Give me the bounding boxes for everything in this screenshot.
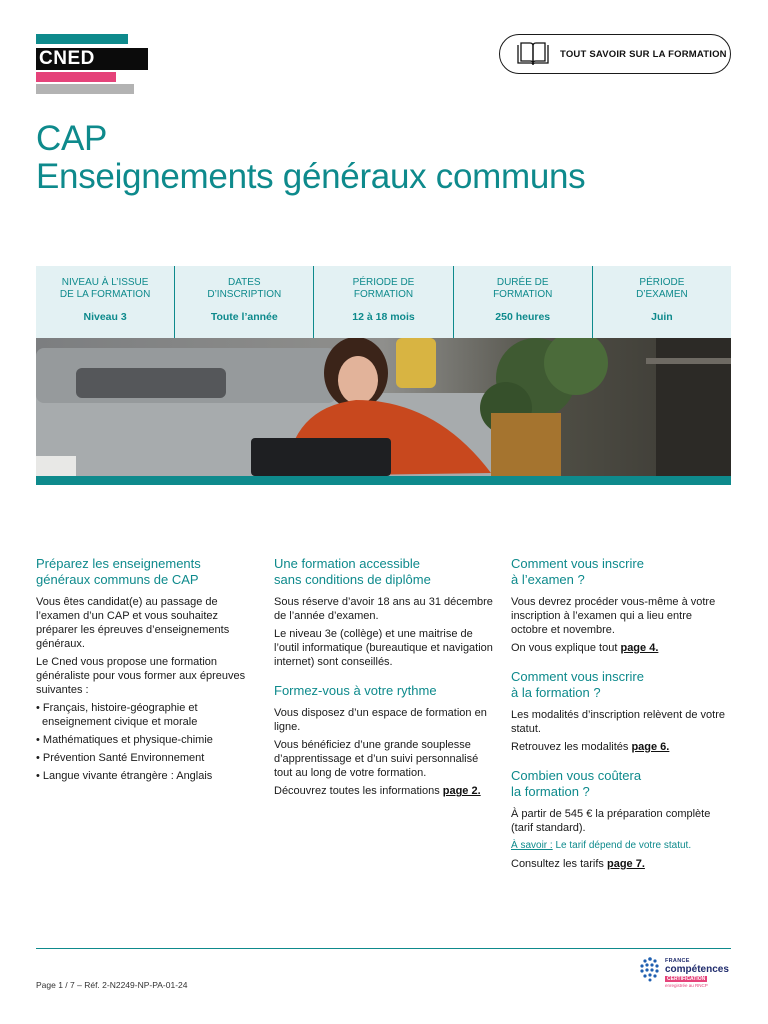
text-paragraph: Vous devrez procéder vous-même à votre inscription à l’examen qui a lieu entre octobre et novembre. xyxy=(511,596,716,636)
logo-text: CNED xyxy=(36,48,148,70)
info-cell-periode-examen xyxy=(593,266,731,338)
fc-subtitle: enregistrée au RNCP xyxy=(665,983,708,988)
info-label: DATES D’INSCRIPTION xyxy=(207,277,282,300)
logo-bar-grey xyxy=(36,84,134,94)
text-paragraph: Le niveau 3e (collège) et une maitrise de l’outil informatique (bureautique et navigation internet) sont conseillés. xyxy=(274,628,493,668)
tarif-note: À savoir : Le tarif dépend de votre statut. xyxy=(511,840,692,851)
heading-prepare: Préparez les enseignements généraux communs de CAP xyxy=(36,556,201,587)
text-paragraph: Vous disposez d’un espace de formation en ligne. xyxy=(274,707,487,733)
text-paragraph: Consultez les tarifs page 7. xyxy=(511,858,645,870)
info-cell-duree xyxy=(454,266,593,338)
fc-title: compétences xyxy=(665,964,729,975)
text-paragraph: Découvrez toutes les informations page 2. xyxy=(274,785,481,797)
list-item: • Mathématiques et physique-chimie xyxy=(36,734,213,746)
info-label: NIVEAU À L’ISSUE DE LA FORMATION xyxy=(59,277,151,300)
france-competences-dots-icon xyxy=(637,956,663,982)
info-cell-periode-formation xyxy=(314,266,453,338)
text-paragraph: Sous réserve d’avoir 18 ans au 31 décembre de l’année d’examen. xyxy=(274,596,493,622)
text-paragraph: On vous explique tout page 4. xyxy=(511,642,659,654)
info-value: Juin xyxy=(651,311,673,323)
france-competences-logo xyxy=(637,954,733,994)
list-item: • Prévention Santé Environnement xyxy=(36,752,205,764)
link-page-2[interactable]: page 2. xyxy=(442,785,481,797)
book-icon xyxy=(516,41,550,67)
text-paragraph: Vous bénéficiez d’une grande souplesse d’apprentissage et d’un suivi personnalisé tout au long de votre formation. xyxy=(274,739,479,779)
info-value: Toute l’année xyxy=(210,311,278,323)
column-prepare xyxy=(36,556,246,787)
list-item: • Français, histoire-géographie et enseignement civique et morale xyxy=(36,702,198,728)
info-label: PÉRIODE DE FORMATION xyxy=(352,277,415,300)
cned-logo xyxy=(36,34,148,96)
page-title xyxy=(36,120,585,196)
formation-info-label: TOUT SAVOIR SUR LA FORMATION xyxy=(560,48,727,60)
section-rythme xyxy=(274,683,496,798)
fc-small-text: FRANCE xyxy=(665,958,690,964)
info-value: 250 heures xyxy=(495,311,551,323)
epreuves-list xyxy=(36,701,246,783)
info-label: DURÉE DE FORMATION xyxy=(493,277,553,300)
link-page-4[interactable]: page 4. xyxy=(620,642,659,654)
hero-photo xyxy=(36,338,731,476)
footer-divider xyxy=(36,948,731,949)
heading-accessible: Une formation accessible sans conditions de diplôme xyxy=(274,556,431,587)
formation-info-button[interactable] xyxy=(499,34,731,74)
title-line-2: Enseignements généraux communs xyxy=(36,157,586,196)
logo-bar-pink xyxy=(36,72,116,82)
info-label: PÉRIODE D’EXAMEN xyxy=(636,277,688,300)
photo-accent-bar xyxy=(36,476,731,485)
column-accessible xyxy=(274,556,496,802)
section-inscription-formation xyxy=(511,669,731,754)
text-paragraph: Les modalités d’inscription relèvent de votre statut. xyxy=(511,709,726,735)
info-band xyxy=(36,266,731,338)
fc-certification: CERTIFICATION xyxy=(667,976,706,982)
heading-rythme: Formez-vous à votre rythme xyxy=(274,683,437,698)
list-item: • Langue vivante étrangère : Anglais xyxy=(36,770,213,782)
text-paragraph: Retrouvez les modalités page 6. xyxy=(511,741,670,753)
link-page-7[interactable]: page 7. xyxy=(607,858,645,870)
column-inscription xyxy=(511,556,731,875)
info-value: 12 à 18 mois xyxy=(352,311,415,323)
heading-inscription-formation: Comment vous inscrire à la formation ? xyxy=(511,669,644,700)
heading-cout: Combien vous coûtera la formation ? xyxy=(511,768,642,799)
logo-bar-teal xyxy=(36,34,128,44)
info-cell-dates xyxy=(175,266,314,338)
text-paragraph: Vous êtes candidat(e) au passage de l’examen d’un CAP et vous souhaitez préparer les épreuves d’enseignements généraux. xyxy=(36,596,230,650)
title-line-1: CAP xyxy=(36,119,108,158)
footer-reference: Page 1 / 7 – Réf. 2-N2249-NP-PA-01-24 xyxy=(36,980,188,990)
text-paragraph: Le Cned vous propose une formation généraliste pour vous former aux épreuves suivantes : xyxy=(36,656,246,696)
info-cell-niveau xyxy=(36,266,175,338)
heading-inscription-examen: Comment vous inscrire à l’examen ? xyxy=(511,556,644,587)
text-paragraph: À partir de 545 € la préparation complète (tarif standard). xyxy=(511,808,711,834)
link-page-6[interactable]: page 6. xyxy=(631,741,670,753)
info-value: Niveau 3 xyxy=(83,311,127,323)
section-cout xyxy=(511,768,731,871)
